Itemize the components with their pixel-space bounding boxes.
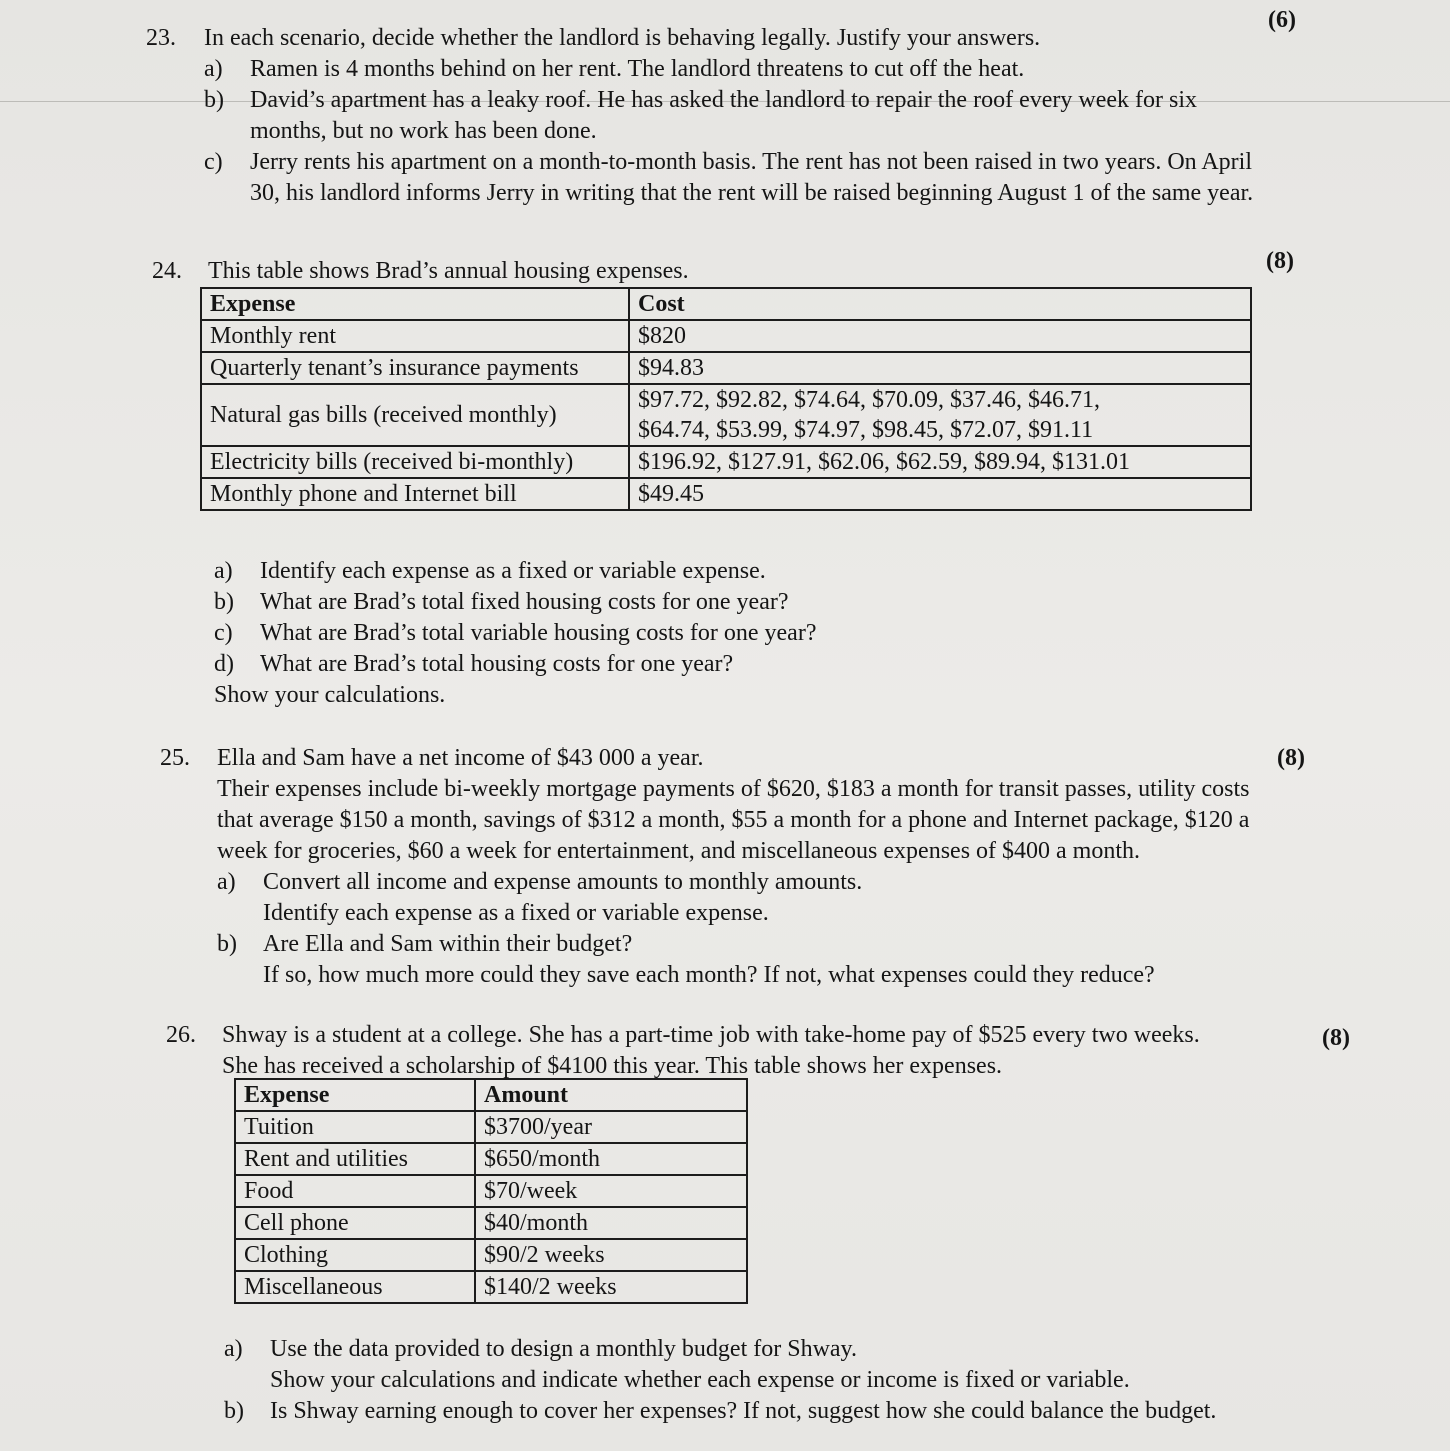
points-25: (8) <box>1277 745 1305 771</box>
table-row: Natural gas bills (received monthly) $97.72, $92.82, $74.64, $70.09, $37.46, $46.71, $64.74, $53.99, $74.97, $98.45, $72.07, $91.11 <box>201 384 1251 446</box>
header-expense: Expense <box>235 1079 475 1111</box>
sub-question-c: c) What are Brad’s total variable housing costs for one year? <box>214 620 817 646</box>
sub-question-a: a) Use the data provided to design a monthly budget for Shway. <box>224 1336 857 1362</box>
table-row: Tuition $3700/year <box>235 1111 747 1143</box>
table-row: Cell phone $40/month <box>235 1207 747 1239</box>
table-row: Electricity bills (received bi-monthly) $196.92, $127.91, $62.06, $62.59, $89.94, $131.01 <box>201 446 1251 478</box>
sub-question-b: b) What are Brad’s total fixed housing costs for one year? <box>214 589 789 615</box>
question-prompt: Ella and Sam have a net income of $43 000 a year. <box>217 745 704 771</box>
sub-question-d: d) What are Brad’s total housing costs for one year? <box>214 651 734 677</box>
sub-question-b: b) Is Shway earning enough to cover her expenses? If not, suggest how she could balance the budget. <box>224 1398 1217 1424</box>
table-row: Monthly phone and Internet bill $49.45 <box>201 478 1251 510</box>
question-number: 25. <box>160 745 190 771</box>
points-24: (8) <box>1266 248 1294 274</box>
worksheet-page: 23. In each scenario, decide whether the landlord is behaving legally. Justify your answers. a) Ramen is 4 months behind on her rent. The landlord threatens to cut off the heat. b) David’s apartment has a leaky roof. He has asked the landlord to repair the roof every week for six months, but no work has been done. c) Jerry rents his apartment on a month-to-month basis. The rent has not been raised in two years. On April 30, his landlord informs Jerry in writing that the rent will be raised beginning August 1 of the same year. (6) 24. This table shows Brad’s annual housing expenses. (8) Expense Cost Monthly rent $820 Quarterly tenant’s insurance payments $94.83 Natural gas bills (received monthly) $97.72, $92.82, $74.64, $70.09, $37.46, $46.71, $64.74, $53.99, $74.97, $98.45, $72.07, $91.11 Electricity bills (received bi-monthly) $196.92, $127.91, $62.06, $62.59, $89.94, $131.01 Monthly phone and Internet bill $49.45 a) Identify each expense as a fixed or variable expense. b) What are Brad’s total fixed housing costs for one year? c) What are Brad’s total variable housing costs for one year? d) What are Brad’s total housing costs for one year? Show your calculations. 25. Ella and Sam have a net income of $43 000 a year. Their expenses include bi-weekly mortgage payments of $620, $183 a month for transit passes, utility costs that average $150 a month, savings of $312 a month, $55 a month for a phone and Internet package, $120 a week for groceries, $60 a week for entertainment, and miscellaneous expenses of $400 a month. a) Convert all income and expense amounts to monthly amounts. Identify each expense as a fixed or variable expense. b) Are Ella and Sam within their budget? If so, how much more could they save each month? If not, what expenses could they reduce? (8) 26. Shway is a student at a college. She has a part-time job with take-home pay of $525 every two weeks. She has received a scholarship of $4100 this year. This table shows her expenses. (8) Expense Amount Tuition $3700/year Rent and utilities $650/month Food $70/week Cell phone $40/month Clothing $90/2 weeks Miscellaneous $140/2 weeks a) Use the data provided to design a monthly budget for Shway. Show your calculations and indicate whether each expense or income is fixed or variable. b) Is Shway earning enough to cover her expenses? If not, suggest how she could balance the budget. <box>0 0 1450 1451</box>
question-26-parts: a) Use the data provided to design a monthly budget for Shway. Show your calculations and indicate whether each expense or income is fixed or variable. b) Is Shway earning enough to cover her expenses? If not, suggest how she could balance the budget. <box>224 1334 1374 1427</box>
sub-question-a: a) Ramen is 4 months behind on her rent. The landlord threatens to cut off the heat. <box>204 56 1025 82</box>
points-26: (8) <box>1322 1025 1350 1051</box>
question-number: 26. <box>166 1022 196 1048</box>
sub-question-c: c) Jerry rents his apartment on a month-to-month basis. The rent has not been raised in two years. On April <box>204 149 1252 175</box>
sub-question-b: b) David’s apartment has a leaky roof. He has asked the landlord to repair the roof every week for six <box>204 87 1197 113</box>
points-23: (6) <box>1268 7 1296 33</box>
header-cost: Cost <box>629 288 1251 320</box>
question-number: 24. <box>152 258 182 284</box>
shway-expenses-table <box>234 1078 748 1304</box>
header-expense: Expense <box>201 288 629 320</box>
question-prompt: This table shows Brad’s annual housing expenses. <box>208 258 689 284</box>
table-header-row <box>201 288 1251 320</box>
sub-question-a: a) Convert all income and expense amounts to monthly amounts. <box>217 869 863 895</box>
question-24-parts <box>214 556 1114 711</box>
table-row: Food $70/week <box>235 1175 747 1207</box>
table-row: Quarterly tenant’s insurance payments $94.83 <box>201 352 1251 384</box>
brad-expenses-table <box>200 287 1252 511</box>
table-row: Rent and utilities $650/month <box>235 1143 747 1175</box>
table-row: Clothing $90/2 weeks <box>235 1239 747 1271</box>
sub-question-a: a) Identify each expense as a fixed or variable expense. <box>214 558 766 584</box>
instruction: Show your calculations. <box>214 682 446 708</box>
sub-question-b: b) Are Ella and Sam within their budget? <box>217 931 633 957</box>
question-prompt: In each scenario, decide whether the landlord is behaving legally. Justify your answers. <box>204 25 1041 51</box>
header-amount: Amount <box>475 1079 747 1111</box>
question-prompt: Shway is a student at a college. She has a part-time job with take-home pay of $525 every two weeks. <box>222 1022 1200 1048</box>
table-row: Miscellaneous $140/2 weeks <box>235 1271 747 1303</box>
table-header-row <box>235 1079 747 1111</box>
table-row: Monthly rent $820 <box>201 320 1251 352</box>
question-number: 23. <box>146 25 176 51</box>
